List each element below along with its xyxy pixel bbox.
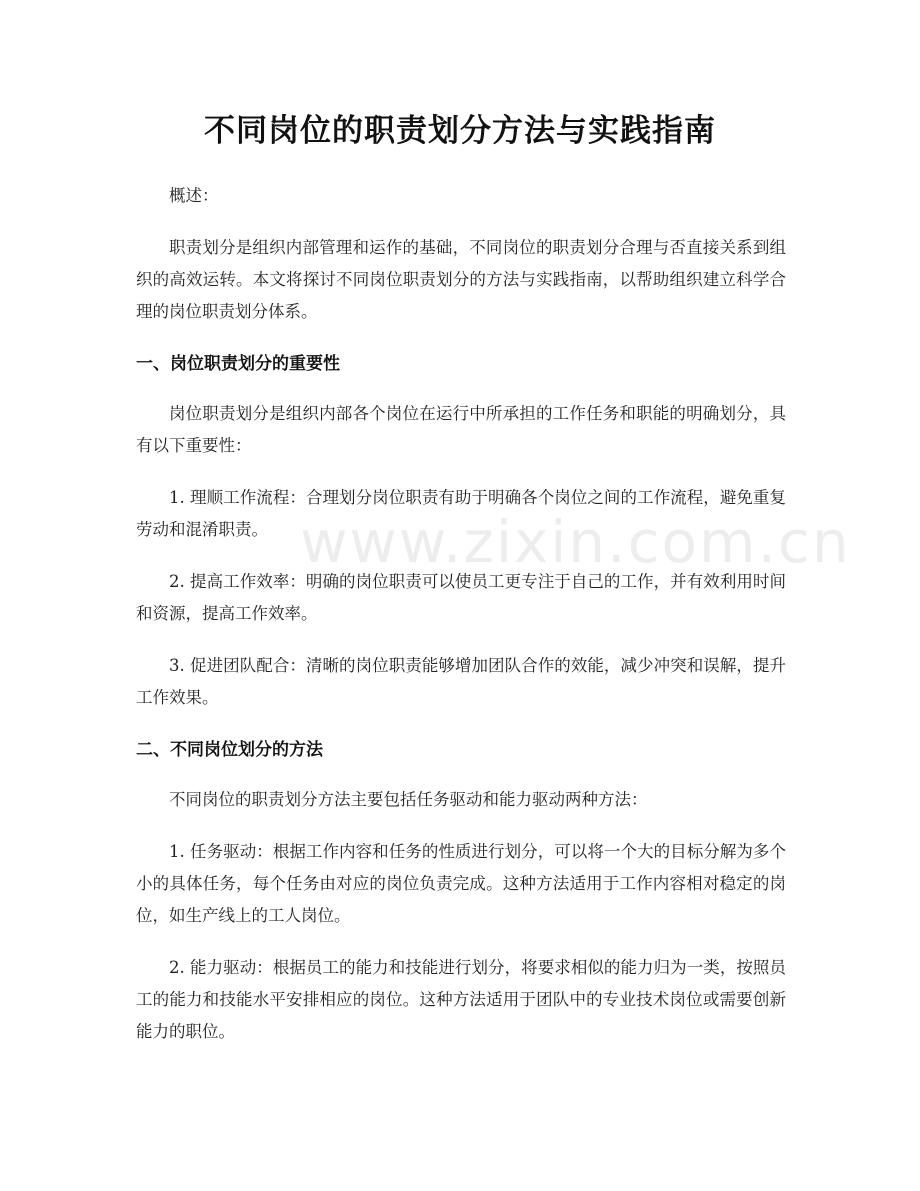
section-heading-methods: 二、不同岗位划分的方法 [136,740,323,760]
methods-item-1: 1. 任务驱动：根据工作内容和任务的性质进行划分，可以将一个大的目标分解为多个小的具体任务，每个任务由对应的岗位负责完成。这种方法适用于工作内容相对稳定的岗位，如生产线上的工人岗位。 [136,842,786,925]
overview-label: 概述： [169,186,219,205]
importance-item-3: 3. 促进团队配合：清晰的岗位职责能够增加团队合作的效能，减少冲突和误解，提升工作效果。 [136,656,786,707]
intro-paragraph: 职责划分是组织内部管理和运作的基础，不同岗位的职责划分合理与否直接关系到组织的高效运转。本文将探讨不同岗位职责划分的方法与实践指南，以帮助组织建立科学合理的岗位职责划分体系。 [136,238,786,321]
page-title: 不同岗位的职责划分方法与实践指南 [204,113,716,149]
methods-paragraph: 不同岗位的职责划分方法主要包括任务驱动和能力驱动两种方法： [169,790,648,809]
importance-paragraph: 岗位职责划分是组织内部各个岗位在运行中所承担的工作任务和职能的明确划分，具有以下重要性： [136,404,786,455]
watermark: www.zixin.com.cn [300,508,851,576]
document-body [136,180,851,1068]
importance-item-1: 1. 理顺工作流程：合理划分岗位职责有助于明确各个岗位之间的工作流程，避免重复劳动和混淆职责。 [136,488,786,539]
methods-item-2: 2. 能力驱动：根据员工的能力和技能进行划分，将要求相似的能力归为一类，按照员工的能力和技能水平安排相应的岗位。这种方法适用于团队中的专业技术岗位或需要创新能力的职位。 [136,958,786,1041]
section-heading-importance: 一、岗位职责划分的重要性 [136,354,340,374]
importance-item-2: 2. 提高工作效率：明确的岗位职责可以使员工更专注于自己的工作，并有效利用时间和资源，提高工作效率。 [136,572,786,623]
